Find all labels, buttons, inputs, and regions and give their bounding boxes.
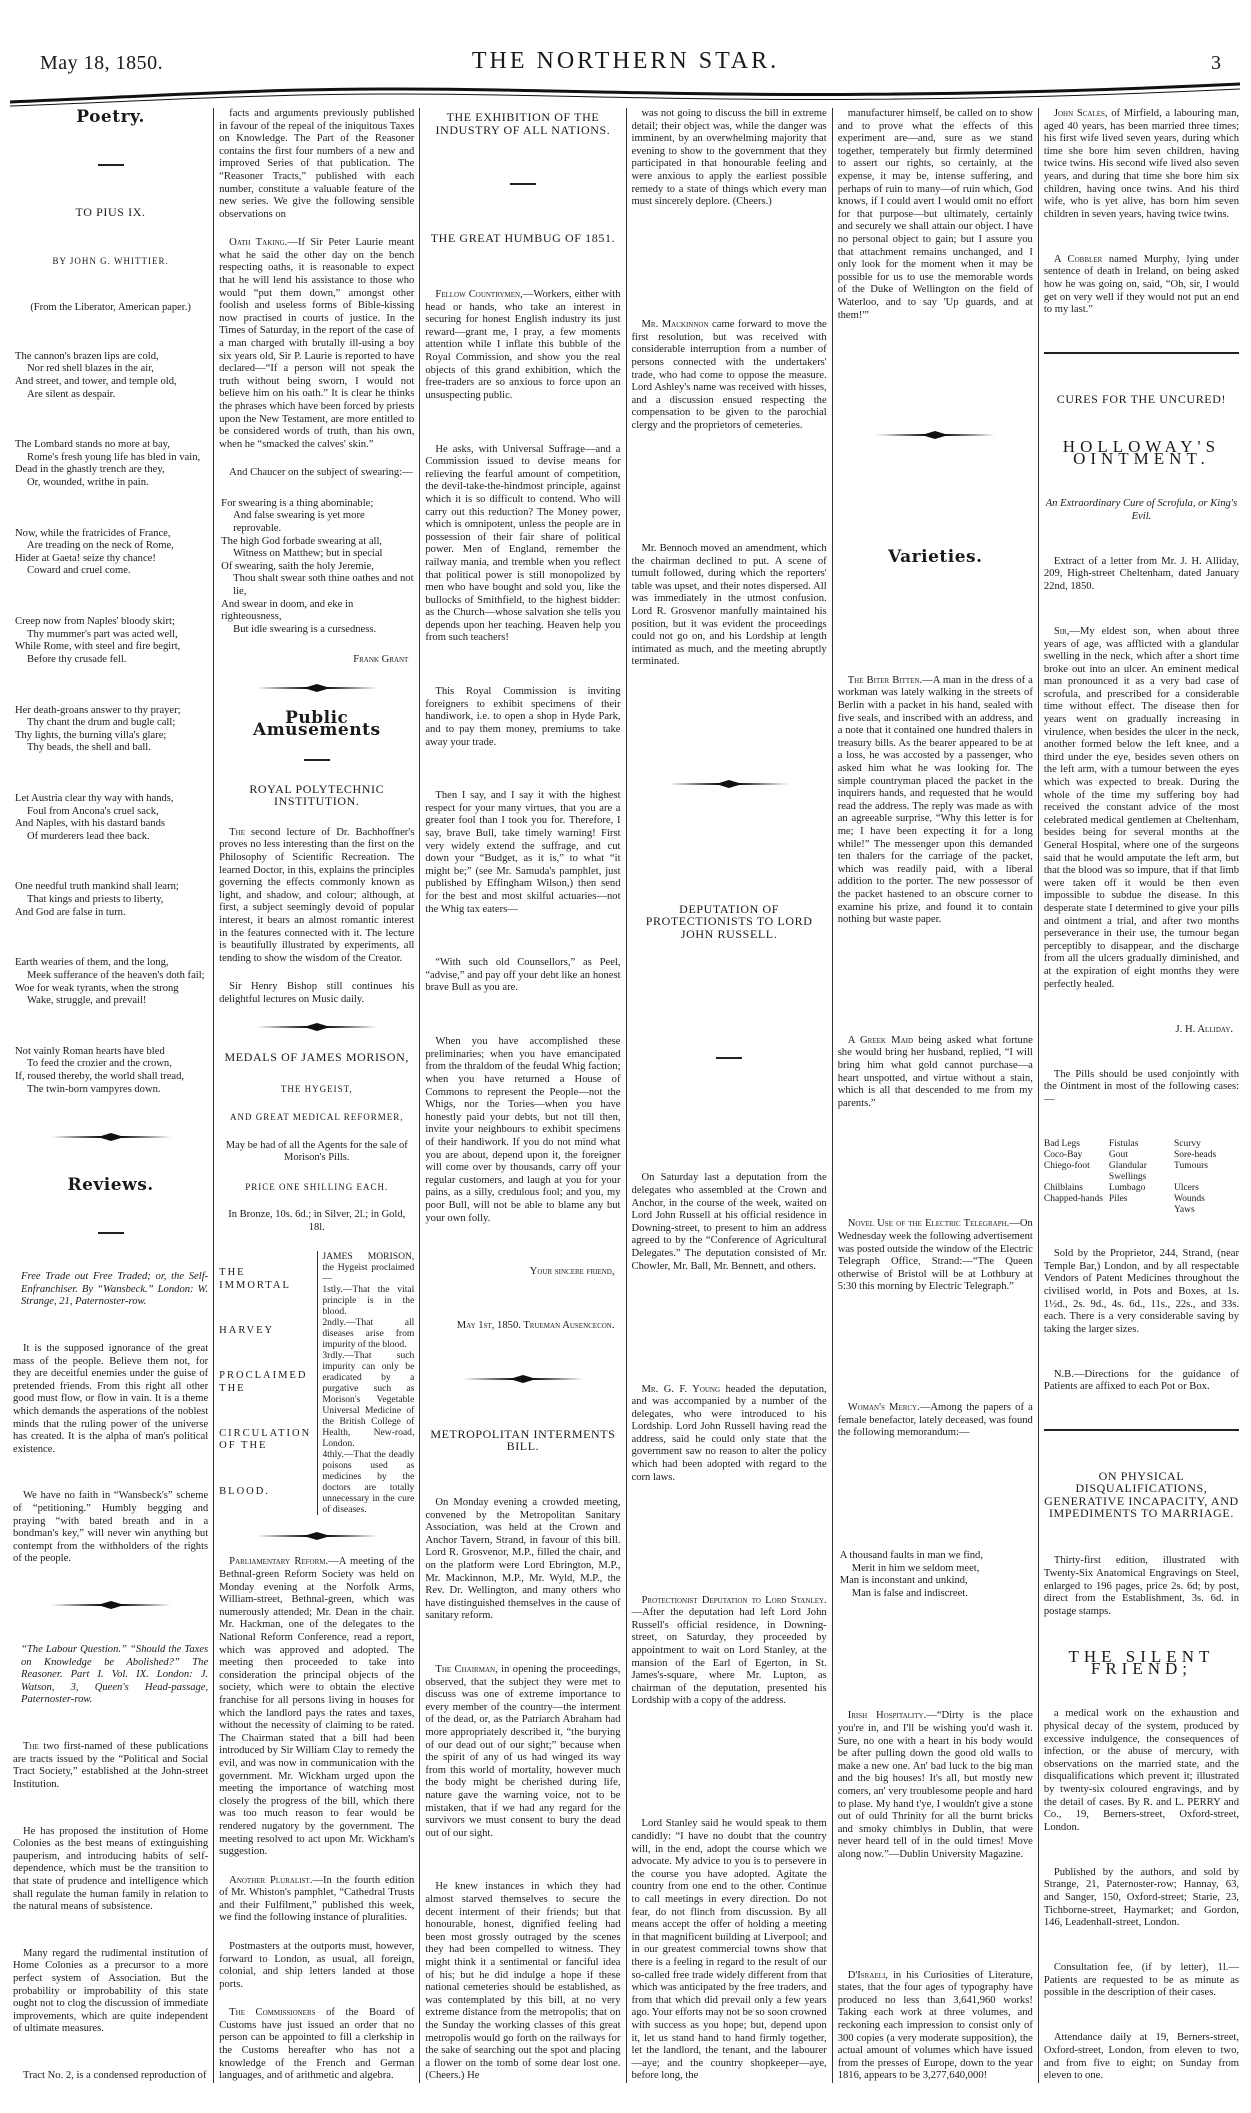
verse-line: Nor red shell blazes in the air, [27, 363, 154, 375]
paragraph [632, 319, 827, 432]
paragraph: Postmasters at the outports must, however, forward to London, as usual, all foreign, colonial, and ship letters landed at those ports. [219, 1940, 415, 1990]
paragraph: Many regard the rudimental institution of Home Colonies as a precursor to a more perfect system of Association. But the probability or improbability of this state ought not to clog the discussion of immediate improvements, which are quite independent of ultimate measures. [13, 1947, 209, 2035]
paragraph [838, 1710, 1033, 1861]
column-3 [420, 108, 626, 2083]
paragraph: It is the supposed ignorance of the great mass of the people. Believe them not, for they are deceitful enemies under the guise of pretended friends. From this right all other good must flow, or flow in vain. It is a theme which demands the asperations of the noblest minds that the ruling power of the universe has created. It is the alpha of man's political existence. [13, 1342, 209, 1455]
paragraph-text: second lecture of Dr. Bachhoffner's proves no less interesting than the first on the Philosophy of Scientific Recreation. The learned Doctor, in this, explains the principles governing the effects commonly known as light, and shadow, and colour; although, at first, a subject seemingly devoid of popular interest, it bears an almost romantic interest in the features connected with it. The lecture is beautifully illustrated by experiments, all tending to show the wisdom of the Creator. [219, 826, 415, 964]
paragraph-lead: Woman's Mercy. [847, 1402, 920, 1414]
advert-line: BLOOD. [219, 1485, 270, 1497]
verse-line: Thy beads, the shell and ball. [27, 742, 151, 754]
advert-subtitle: An Extraordinary Cure of Scrofula, or King's Evil. [1045, 498, 1238, 522]
verse-line: Man is false and indiscreet. [851, 1587, 968, 1599]
paragraph: a medical work on the exhaustion and physical decay of the system, produced by excessive indulgence, the consequences of infection, or the abuse of mercury, with observations on the married state, and the disqualifications which prevent it; illustrated by twenty-six coloured engravings, and by the detail of cases. By R. and L. PERRY and Co., 19, Berners-street, Oxford-street, London. [1043, 1708, 1240, 1833]
verse-line: One needful truth mankind shall learn; [15, 881, 179, 893]
paragraph-text: —Among the papers of a female benefactor, lately deceased, was found the following memorandum:— [837, 1402, 1033, 1439]
advert-title: THE SILENT FRIEND; [1068, 1646, 1215, 1679]
advert-line: CIRCULATION OF THE [219, 1427, 312, 1452]
verse-line: Woe for weak tyrants, when the strong [15, 982, 179, 994]
paragraph-lead: D'Israeli, [847, 1969, 888, 1981]
paragraph-text: —On Wednesday week the following advertisement was posted outside the window of the Electric Telegraph Office, Strand:—“The Queen otherwise of Bristol will be at Lothbury at 5:30 this morning by Electric Telegraph.” [837, 1218, 1033, 1293]
subheading: BY JOHN G. WHITTIER. [52, 256, 169, 267]
paragraph [425, 1664, 620, 1840]
ornamental-rule [219, 683, 414, 693]
paragraph-lead: The [229, 826, 245, 838]
paragraph [1044, 626, 1239, 991]
paragraph-text: headed the deputation, and was accompanied by a number of the delegates, who were introduced to his Lordship. Lord John Russell having read the address, said he could only state that the government saw no reason to alter the policy which had been adopted with regard to the corn laws. [631, 1383, 827, 1483]
paragraph: Mr. Bennoch moved an amendment, which the chairman declined to put. A scene of tumult followed, during which the reporters' table was upset, and their notes dispersed. All was immediately in the utmost confusion. Lord R. Grosvenor manfully maintained his position, but it was evident the proceedings could not go on, and his Lordship at length intimated as much, and the meeting abruptly terminated. [631, 542, 827, 668]
verse-stanza [13, 881, 208, 919]
column-6 [1039, 108, 1244, 2083]
verse-line: Of murderers lead thee back. [27, 830, 150, 842]
advert-line: HARVEY [219, 1324, 275, 1336]
verse-line: Rome's fresh young life has bled in vain, [27, 451, 201, 463]
paragraph-text: —A meeting of the Bethnal-green Reform Society was held on Monday evening at the Norfolk Arms, William-street, Bethnal-green, which was numerously attended; Mr. Dean in the chair. Mr. Hackman, one of the delegates to the National Reform Conference, read a report, which was approved and adopted. The meeting then proceeded to take into consideration the principal objects of the society, which were to obtain the elective franchise for all persons living in houses for which the landlord pays the rates and taxes, without the necessity of claiming to be rated. The Chairman stated that a bill had been introduced by Sir William Clay to remedy the evil, and was now in communication with the government. Mr. Wickham urged upon the meeting the importance of watching most closely the progress of the bill, which there was too much reason to fear would be rendered nugatory by the government. The meeting resolved to act upon Mr. Wickham's suggestion. [219, 1556, 415, 1858]
section-heading: Varieties. [888, 547, 983, 568]
paragraph-text: of the Board of Customs have just issued an order that no person can be appointed to fill a clerkship in the Customs hereafter who has not a knowledge of the French and German languages, and of arithmetic and algebra. [219, 2007, 415, 2082]
masthead-wavy-rule [0, 72, 1251, 112]
table-cell: Chiego-foot [1043, 1160, 1090, 1171]
table-cell: Ulcers [1173, 1182, 1199, 1193]
verse-stanza [13, 616, 208, 666]
section-heading: Public Amusements [253, 707, 381, 741]
verse-stanza [13, 1046, 208, 1096]
paragraph-lead: The Biter Bitten. [847, 674, 923, 686]
divider-rule [1044, 1429, 1239, 1431]
paragraph-lead: Novel Use of the Electric Telegraph. [847, 1218, 1010, 1230]
paragraph-lead: The [23, 1741, 39, 1753]
article-heading: ON PHYSICAL DISQUALIFICATIONS, GENERATIVE INCAPACITY, AND IMPEDIMENTS TO MARRIAGE. [1044, 1468, 1239, 1521]
paragraph-lead: The Chairman, [435, 1664, 498, 1676]
paragraph-text: —In the fourth edition of Mr. Whiston's pamphlet, “Cathedral Trusts and their Fulfilment,” published this week, we find the following instance of pluralities. [219, 1874, 415, 1924]
paragraph [219, 1875, 414, 1925]
article-heading: METROPOLITAN INTERMENTS BILL. [430, 1426, 616, 1454]
paragraph-text: in opening the proceedings, observed, that the subject they were met to discuss was one of extreme importance to every member of the country—the interment of the dead, or, as the Patriarch Abraham had more appropriately described it, “the burying of our dead out of our sight;” because when the spirit of any of us had winged its way from this world of mortality, however much the body might be cherished during life, nature gave the warning voice, not to be mistaken, that if we had any regard for the survivors we must consent to bury the dead out of our sight. [425, 1664, 621, 1839]
proclamation: 1stly.—That the vital principle is in the blood. [322, 1283, 415, 1317]
review-citation: “The Labour Question.” “Should the Taxes on Knowledge be Abolished?” The Reasoner. Part I. Vol. IX. London: J. Watson, 3, Queen's Head-passage, Paternoster-row. [21, 1644, 209, 1706]
paragraph: On Saturday last a deputation from the delegates who assembled at the Crown and Anchor, in the course of the week, waited on Lord John Russell at his official residence in Downing-street, to present to him an address agreed to by the “Conference of Agricultural Delegates.” The deputation consisted of Mr. Chowler, Mr. Ball, Mr. Bennett, and others. [631, 1172, 827, 1272]
paragraph-lead: Mr. Mackinnon [641, 319, 709, 331]
signature: J. H. Alliday. [1175, 1023, 1234, 1035]
verse-line: Are silent as despair. [27, 388, 116, 400]
issue-date: May 18, 1850. [40, 52, 164, 74]
verse-line: The twin-born vampyres down. [27, 1083, 161, 1095]
verse-line: Thy mummer's part was acted well, [27, 628, 178, 640]
subheading: AND GREAT MEDICAL REFORMER, [230, 1112, 404, 1123]
morison-advert [219, 1251, 414, 1515]
paragraph [838, 1035, 1033, 1111]
table-cell: Sore-heads [1173, 1149, 1217, 1160]
section-heading: Poetry. [76, 107, 145, 127]
article-heading: THE GREAT HUMBUG OF 1851. [430, 231, 616, 246]
paragraph-text: two first-named of these publications are tracts issued by the “Political and Social Tract Society,” established at the John-street Institution. [13, 1741, 209, 1790]
table-cell: Glandular Swellings [1108, 1160, 1147, 1182]
verse-line: To feed the crozier and the crown, [27, 1058, 172, 1070]
verse-line: And God are false in turn. [15, 906, 126, 918]
paragraph-text: —“Dirty is the place you're in, and I'll be wishing you'd wash it. Sure, no one with a heart in his body would be after pulling down the good old walls to make a new one. An' bad luck to the big man and the big houses! It's all, but mostly new comers, an' very troublesome people and hard to plase. My hand t'ye, I wouldn't give a stone out of ould Thrinity for all the burnt bricks and smoky chimblys in Dublin, that were never heard tell of in the ould times! Move along now.”—Dublin University Magazine. [837, 1710, 1033, 1860]
paragraph: Lord Stanley said he would speak to them candidly: “I have no doubt that the country will, in the end, adopt the course which we advocate. My advice to you is to persevere in the course you have adopted. Agitate the country from one end to the other. Continue to call meetings in every direction. Do not fear, do not flinch from discussion. By all means accept the offer of holding a meeting in that magnificent building at Liverpool; and in our greatest commercial towns show that there is a feeling in regard to the result of our so-called free trade widely different from that which was anticipated by the free traders, and from that which did prevail only a few years ago. Your efforts may not be so soon crowned with success as you hope; but, depend upon it, let us stand hand to hand firmly together, let the landlord, the tenant, and the labourer—aye; and the country shopkeeper—aye, before long, the [631, 1818, 827, 2082]
ornamental-rule [219, 1531, 414, 1541]
paragraph: “With such old Counsellors,” as Peel, “advise,” and pay off your debt like an honest brave Bull as you are. [425, 957, 621, 994]
verse-line: Thy chant the drum and bugle call; [27, 717, 176, 729]
verse-line: The Lombard stands no more at bay, [15, 439, 170, 451]
ornamental-rule [632, 779, 827, 789]
proclamation: 3rdly.—That such impurity can only be eradicated by a purgative such as Morison's Vegetable Universal Medicine of the British College of Health, New-road, London. [322, 1349, 415, 1449]
review-citation: Free Trade out Free Traded; or, the Self-Enfranchiser. By “Wansbeck.” London: W. Strange, 21, Paternoster-row. [21, 1271, 209, 1308]
source-line: May be had of all the Agents for the sale of Morison's Pills. [225, 1139, 408, 1164]
article-heading: ROYAL POLYTECHNIC INSTITUTION. [249, 781, 385, 809]
paragraph [1044, 254, 1239, 317]
verse-line: And street, and tower, and temple old, [15, 375, 177, 387]
verse-line: Thy lights, the burning villa's glare; [15, 729, 167, 741]
paragraph [838, 1970, 1033, 2083]
table-cell [1109, 1205, 1174, 1216]
harvey-text [219, 1251, 313, 1515]
table-cell: Fistulas [1108, 1138, 1139, 1149]
paragraph-text: named Murphy, lying under sentence of death in Ireland, on being asked how he was going on, said, “Oh, sir, I would get on very well if they would not put an end to my last.” [1043, 253, 1240, 316]
article-heading: TO PIUS IX. [75, 204, 146, 219]
verse-line: A thousand faults in man we find, [839, 1549, 983, 1561]
paragraph-text: —Workers, either with head or hands, who take an interest in securing for honest English industry its just reward—grant me, I pray, a few moments attention while I inflate this bubble of the Royal Commission, and show you the real objects of this grand exhibition, which the free-traders are so anxious to force upon an unsuspecting public. [425, 289, 621, 401]
verse-line: Merit in him we seldom meet, [851, 1562, 980, 1574]
verse-line: Thou shalt swear soth thine oathes and not lie, [233, 573, 414, 597]
divider-rule [1044, 352, 1239, 354]
paragraph: Tract No. 2, is a condensed reproduction of [23, 2070, 207, 2082]
paragraph-lead: Protectionist Deputation to Lord Stanley. [641, 1594, 827, 1606]
verse-line: While Rome, with steel and fire begirt, [15, 641, 181, 653]
article-heading: DEPUTATION OF PROTECTIONISTS TO LORD JOHN RUSSELL. [645, 901, 813, 941]
verse-line: But idle swearing is a cursedness. [233, 623, 377, 635]
table-cell: Wounds [1173, 1193, 1205, 1204]
verse-line: Man is inconstant and unkind, [839, 1575, 968, 1587]
source-line: (From the Liberator, American paper.) [30, 302, 191, 314]
paragraph: Then I say, and I say it with the highest respect for your many virtues, that you are a greater fool than I took you for. Therefore, I say, brave Bull, take timely warning! First very widely extend the suffrage, and cut down your “Budget, as it is,” to what “it might be;” (see Mr. Samuda's pamphlet, just published by Effingham Wilson,) then send for the best and most skilful actuaries—not the Whig tax eaters— [425, 790, 621, 915]
verse-line: Before thy crusade fell. [27, 653, 127, 665]
short-rule [510, 183, 536, 185]
table-cell: Lumbago [1108, 1182, 1146, 1193]
ornamental-rule [219, 1022, 414, 1032]
morison-proclamations [317, 1251, 414, 1515]
section-heading: Reviews. [67, 1175, 154, 1196]
paragraph-lead: A Cobbler [1053, 253, 1103, 265]
paragraph [632, 1595, 827, 1708]
table-cell: Yaws [1173, 1204, 1195, 1215]
paragraph: When you have accomplished these preliminaries; when you have emancipated from the thraldom of the feudal Whig faction; when you have returned a House of Commons to represent the People—not the Whigs, nor the Tories—when you have honestly paid your debts, but not till then, invite your neighbours to exhibit specimens of their handiwork. If you do not mind what you are about, depend upon it, the foreigner will come over by thousands, carry off your regular customers, and laugh at you for your pains, as a silly, credulous fool; and you, my poor Bull, will not be able to blame any but your own folly. [425, 1036, 621, 1224]
paragraph [838, 1218, 1033, 1294]
ornamental-rule [13, 1600, 208, 1610]
column-1 [8, 108, 214, 2083]
paragraph-lead: Oath Taking. [229, 237, 288, 249]
ornamental-rule [838, 430, 1033, 440]
ornamental-rule [425, 1374, 620, 1384]
paragraph [219, 2007, 414, 2083]
article-heading: MEDALS OF JAMES MORISON, [224, 1050, 409, 1065]
verse-line: Now, while the fratricides of France, [15, 527, 171, 539]
verse-line: Or, wounded, writhe in pain. [27, 477, 149, 488]
column-5 [833, 108, 1039, 2083]
verse-line: The high God forbade swearing at all, [221, 535, 383, 547]
table-cell: Piles [1108, 1193, 1128, 1204]
paragraph-text: —My eldest son, when about three years of age, was afflicted with a glandular swelling in the neck, which after a short time broke out into an ulcer. An eminent medical man pronounced it as a very bad case of scrofula, and prescribed for a considerable time without effect. The disease then for years went on gradually increasing in virulence, when besides the ulcer in the neck, another formed below the left knee, and a third under the eye, besides seven others on the left arm, with a tumour between the eyes which was expected to break. During the whole of the time my suffering boy had received the constant advice of the most celebrated medical gentlemen at Cheltenham, besides being for several months at the General Hospital, where one of the surgeons said that he would amputate the left arm, but that the blood was so impure, that if that limb were taken off it would be then even impossible to subdue the disease. In this desperate state I determined to give your pills and ointment a trial, and after two months perseverance in their use, the tumour began perceptibly to disappear, and the discharge from all the ulcers gradually diminished, and at the expiration of eight months they were perfectly healed. [1043, 625, 1240, 990]
advert-title: HOLLOWAY'S OINTMENT. [1062, 436, 1221, 469]
verse-line: The cannon's brazen lips are cold, [15, 350, 159, 362]
short-rule [304, 759, 330, 761]
signature: Your sincere friend, [529, 1266, 615, 1278]
paragraph [1044, 108, 1239, 221]
verse-line: And swear in doom, and eke in righteousness, [221, 598, 354, 623]
proclamation: 2ndly.—That all diseases arise from impurity of the blood. [322, 1316, 415, 1350]
subheading: PRICE ONE SHILLING EACH. [245, 1181, 389, 1192]
paragraph [13, 1741, 208, 1791]
paragraph [219, 237, 414, 451]
paragraph: Consultation fee, (if by letter), 1l.—Patients are requested to be as minute as possible in the description of their cases. [1043, 1962, 1240, 1999]
paragraph-text: in his Curiosities of Literature, states, that the four ages of typography have produced no less than 3,641,960 works! Taking each work at three volumes, and reckoning each impression to consist only of 300 copies (a very moderate supposition), the actual amount of volumes which have issued from the presses of Europe, down to the year 1816, appears to be 3,277,640,000! [837, 1969, 1033, 2082]
paragraph-lead: Sir, [1053, 625, 1070, 637]
short-rule [716, 1057, 742, 1059]
table-cell: Chapped-hands [1043, 1193, 1103, 1204]
verse-line: Hider at Gaeta! seize thy chance! [15, 552, 156, 564]
paragraph [838, 1402, 1033, 1440]
verse-line: Creep now from Naples' bloody skirt; [15, 616, 175, 628]
table-cell [1044, 1205, 1109, 1216]
paragraph-text: of Mirfield, a labouring man, aged 40 years, has been married three times; his first wife lived seven years, during which time she bore him seven children, having twice twins. His second wife lived also seven years, and during that time she bore him six children, having once twins. And his third wife, who is yet alive, has born him seven children in seven years, having twice twins. [1043, 108, 1240, 220]
verse-line: If, roused thereby, the world shall tread, [15, 1070, 185, 1082]
verse-line: For swearing is a thing abominable; [221, 497, 374, 509]
table-cell: Scurvy [1173, 1138, 1201, 1149]
verse-line: Her death-groans answer to thy prayer; [15, 704, 181, 716]
verse-line: That kings and priests to liberty, [27, 894, 164, 906]
paragraph [219, 1556, 414, 1858]
source-line: In Bronze, 10s. 6d.; in Silver, 2l.; in Gold, 18l. [228, 1209, 406, 1234]
verse-line: Not vainly Roman hearts have bled [15, 1045, 165, 1057]
paragraph-lead: Fellow Countrymen, [435, 289, 523, 301]
paragraph: He asks, with Universal Suffrage—and a Commission issued to devise means for relieving the fearful amount of competition, the devil-take-the-hindmost principle, against which it is so difficult to contend. Who will carry out this reduction? The Money power, which is omnipotent, unless the people are in possession of their fair share of political power. Men of England, remember the railway mania, and tremble when you reflect that political power is still monopolized by men who have bought and sold you, like the bullocks of Smithfield, to the highest bidder: as the Church—whose salvation she tells you depends upon her teaching. Heaven help you from such teachers! [425, 443, 621, 644]
paragraph-lead: Parliamentary Reform. [229, 1556, 329, 1568]
page-number: 3 [1211, 52, 1221, 74]
paragraph-lead: Irish Hospitality. [847, 1710, 927, 1722]
verse-stanza [838, 1550, 1033, 1600]
paragraph: Sold by the Proprietor, 244, Strand, (near Temple Bar,) London, and by all respectable Vendors of Patent Medicines throughout the civilised world, in Pots and Boxes, at 1s. 1½d., 2s. 9d., 4s. 6d., 11s., 22s., and 33s. each. There is a very considerable saving by taking the larger sizes. [1043, 1248, 1240, 1335]
verse-line: Let Austria clear thy way with hands, [15, 793, 174, 805]
verse-line: Earth wearies of them, and the long, [15, 957, 169, 969]
paragraph: facts and arguments previously published in favour of the repeal of the iniquitous Taxes on Knowledge. The Part of the Reasoner contains the first four numbers of a new and improved Series of that publication. The “Reasoner Tracts,” published with each number, constitute a valuable feature of the new series. We give the following sensible observations on [219, 108, 415, 220]
table-cell: Coco-Bay [1043, 1149, 1083, 1160]
paragraph-lead: Mr. G. F. Young [641, 1383, 721, 1395]
paragraph: Published by the authors, and sold by Strange, 21, Paternoster-row; Hannay, 63, and Sanger, 150, Oxford-street; Starie, 23, Tichborne-street, Haymarket; and Gordon, 146, Leadenhall-street, London. [1043, 1866, 1240, 1929]
paragraph-lead: A Greek Maid [847, 1034, 914, 1046]
paragraph: Sir Henry Bishop still continues his delightful lectures on Music daily. [219, 981, 415, 1005]
proclamation: 4thly.—That the deadly poisons used as medicines by the doctors are totally unnecessary in the cure of diseases. [322, 1448, 415, 1515]
paragraph: Attendance daily at 19, Berners-street, Oxford-street, London, from eleven to two, and from five to eight; on Sunday from eleven to one. [1043, 2032, 1240, 2082]
verse-line: Dead in the ghastly trench are they, [15, 464, 165, 476]
paragraph: He knew instances in which they had almost starved themselves to secure the decent interment of their friends; but that honourable, honest, dignified feeling had been most grossly outraged by the scenes they had been compelled to witness. They might think it a sentimental or fanciful idea of his; but he did indulge a hope if these national cemeteries should be established, as was contemplated by this bill, at no very extreme distance from the metropolis; that on the Sunday the working classes of this great metropolis would go forth on the railways for the sake of searching out the spot and placing a flower on the tomb of some dear lost one. (Cheers.) He [425, 1881, 621, 2082]
ailments-table [1044, 1139, 1239, 1216]
verse-stanza [13, 528, 208, 578]
verse-stanza [13, 793, 208, 843]
newspaper-title: THE NORTHERN STAR. [471, 48, 780, 74]
column-4 [627, 108, 833, 2083]
article-heading: CURES FOR THE UNCURED! [1056, 391, 1227, 406]
signature: Frank Grant [353, 654, 409, 666]
verse-line: Wake, struggle, and prevail! [27, 995, 147, 1007]
paragraph: The Pills should be used conjointly with the Ointment in most of the following cases:— [1043, 1068, 1240, 1105]
column-2 [214, 108, 420, 2083]
verse-line: Foul from Ancona's cruel sack, [27, 805, 159, 817]
advert-line: THE IMMORTAL [219, 1266, 291, 1291]
paragraph [219, 827, 414, 966]
paragraph-text: —If Sir Peter Laurie meant what he said the other day on the bench respecting oaths, it is reasonable to expect that he will lend his assistance to those who would “put them down,” amongst other foolish and useless forms of Bible-kissing now practised in courts of justice. In the Times of Saturday, in the report of the case of a man charged with brutally ill-using a boy six years old, Sir P. Laurie is reported to have declared—“If a person will not speak the truth without being sworn, I would not believe him on his oath.” It is clear he thinks the phrases which have been forced by priests upon the New Testament, are more entitled to be considered words of truth, than his own, when he “smacked the calves' skin.” [219, 237, 415, 450]
verse-line: And false swearing is yet more reprovable. [233, 510, 365, 534]
paragraph-text: —A man in the dress of a workman was lately walking in the streets of Berlin with a packet in his hand, sealed with five seals, and inscribed with an address, and a note that it contained one hundred thalers in treasury bills. As the bearer appeared to be at a loss, he was accosted by a passenger, who asked him what he was looking for. The simple countryman placed the packet in the inquirers hands, and requested that he would read the address. The reply was made as with an agreeable surprise, “Why this letter is for me; I have been expecting it for a long while!” The messenger upon this demanded ten thalers for the carriage of the packet, which was readily paid, with a liberal addition to the porter. The new possessor of the packet hastened to an obscure corner to examine his prize, and found it to contain nothing but waste paper. [837, 674, 1033, 926]
verse-stanza [13, 351, 208, 401]
short-rule [98, 1232, 124, 1234]
paragraph [632, 1384, 827, 1485]
table-cell: Gout [1108, 1149, 1128, 1160]
advert-line: PROCLAIMED THE [219, 1369, 308, 1394]
proclamation: JAMES MORISON, the Hygeist proclaimed— [322, 1250, 415, 1284]
paragraph: Extract of a letter from Mr. J. H. Alliday, 209, High-street Cheltenham, dated January 22nd, 1850. [1043, 555, 1240, 592]
article-heading: THE EXHIBITION OF THE INDUSTRY OF ALL NATIONS. [435, 110, 611, 137]
paragraph-text: being asked what fortune she would bring her husband, replied, “I will bring him what gold cannot purchase—a heart unspotted, and virtue without a stain, which is all that descended to me from my parents.” [837, 1034, 1033, 1109]
table-cell: Tumours [1173, 1160, 1208, 1171]
paragraph: And Chaucer on the subject of swearing:— [229, 467, 413, 479]
paragraph: He has proposed the institution of Home Colonies as the best means of extinguishing pauperism, and introducing habits of self-dependence, which must be the transition to that state of prudence and intelligence which shall regulate the human family in relation to the natural means of subsistence. [13, 1825, 209, 1913]
paragraph-text: —After the deputation had left Lord John Russell's official residence, in Downing-street, on Saturday, they proceeded by appointment to wait on Lord Stanley, at the mansion of the Earl of Egerton, in St. James's-square, where Mr. Lupton, as chairman of the deputation, presented his Lordship with a copy of the address. [631, 1607, 827, 1707]
paragraph: Thirty-first edition, illustrated with Twenty-Six Anatomical Engravings on Steel, enlarged to 196 pages, price 2s. 6d; by post, direct from the Establishment, 3s. 6d. in postage stamps. [1043, 1555, 1240, 1617]
paragraph-lead: Another Pluralist. [229, 1874, 313, 1886]
verse-stanza [13, 957, 208, 1007]
verse-line: Are treading on the neck of Rome, [27, 540, 174, 552]
newspaper-columns [8, 108, 1244, 2083]
short-rule [98, 164, 124, 166]
verse-stanza [13, 705, 208, 755]
table-cell: Chilblains [1043, 1182, 1083, 1193]
signature: May 1st, 1850. Trueman Ausencecon. [456, 1319, 615, 1331]
table-cell: Bad Legs [1043, 1138, 1081, 1149]
paragraph [838, 675, 1033, 927]
verse-line: Of swearing, saith the holy Jeremie, [221, 560, 374, 572]
paragraph-text: came forward to move the first resolution, but was received with considerable interruption from a number of persons connected with the undertakers' trade, who had come to oppose the measure. Lord Ashley's name was received with hisses, and a discussion ensued respecting the compensation to be given to the parochial clergy and the proprietors of cemeteries. [631, 319, 827, 431]
verse-line: Witness on Matthew; but in special [233, 548, 383, 560]
paragraph-lead: John Scales, [1053, 108, 1108, 119]
paragraph [425, 289, 620, 402]
verse-stanza [13, 439, 208, 489]
paragraph: manufacturer himself, be called on to show and to prove what the effects of this experiment are—and, sure as we stand together, temperately but firmly determined to assert our rights, so certainly, at the expense, it may be, intense suffering, and perhaps of ruin to many—of ruin which, God knows, if I could avert I would omit no effort for that purpose—but ultimately, certainly and securely we shall attain our object. I have no personal object to gain; but I assure you that attachment remains unchanged, and I only look for the moment when it may be possible for us to use the memorable words of the Duke of Wellington on the field of Waterloo, and to say 'Up guards, and at them!'” [837, 108, 1033, 321]
verse-line: Meek sufferance of the heaven's doth fail; [27, 969, 205, 981]
ornamental-rule [13, 1132, 208, 1142]
paragraph: On Monday evening a crowded meeting, convened by the Metropolitan Sanitary Association, was held at the Crown and Anchor Tavern, Strand, in favour of this bill. Lord R. Grosvenor, M.P., filled the chair, and on the platform were Lord Ebrington, M.P., Mr. Mackinnon, M.P., Mr. Wyld, M.P., the Rev. Dr. Wellington, and many others who have distinguished themselves in the cause of sanitary reform. [425, 1497, 621, 1622]
paragraph: N.B.—Directions for the guidance of Patients are affixed to each Pot or Box. [1043, 1368, 1240, 1393]
paragraph: was not going to discuss the bill in extreme detail; their object was, while the danger was imminent, by an overwhelming majority that evening to show to the government that they participated in that honourable feeling and were anxious to apply the earliest possible remedy to a state of things which every man must sincerely deplore. (Cheers.) [631, 108, 827, 208]
verse-line: Coward and cruel come. [27, 565, 131, 577]
paragraph-lead: The Commissioners [229, 2007, 316, 2019]
paragraph: We have no faith in “Wansbeck's” scheme of “petitioning.” Humbly begging and praying “with bated breath and in a bondman's key,” will never win anything but contempt from the withholders of the rights of the people. [13, 1490, 209, 1565]
verse-line: And Naples, with his dastard bands [15, 818, 166, 830]
subheading: THE HYGEIST, [280, 1083, 353, 1094]
verse-stanza [219, 498, 414, 637]
paragraph: This Royal Commission is inviting foreigners to exhibit specimens of their handiwork, i.e. to open a shop in Hyde Park, and to pay them money, premiums to take away your trade. [425, 686, 621, 748]
masthead [0, 0, 1251, 110]
